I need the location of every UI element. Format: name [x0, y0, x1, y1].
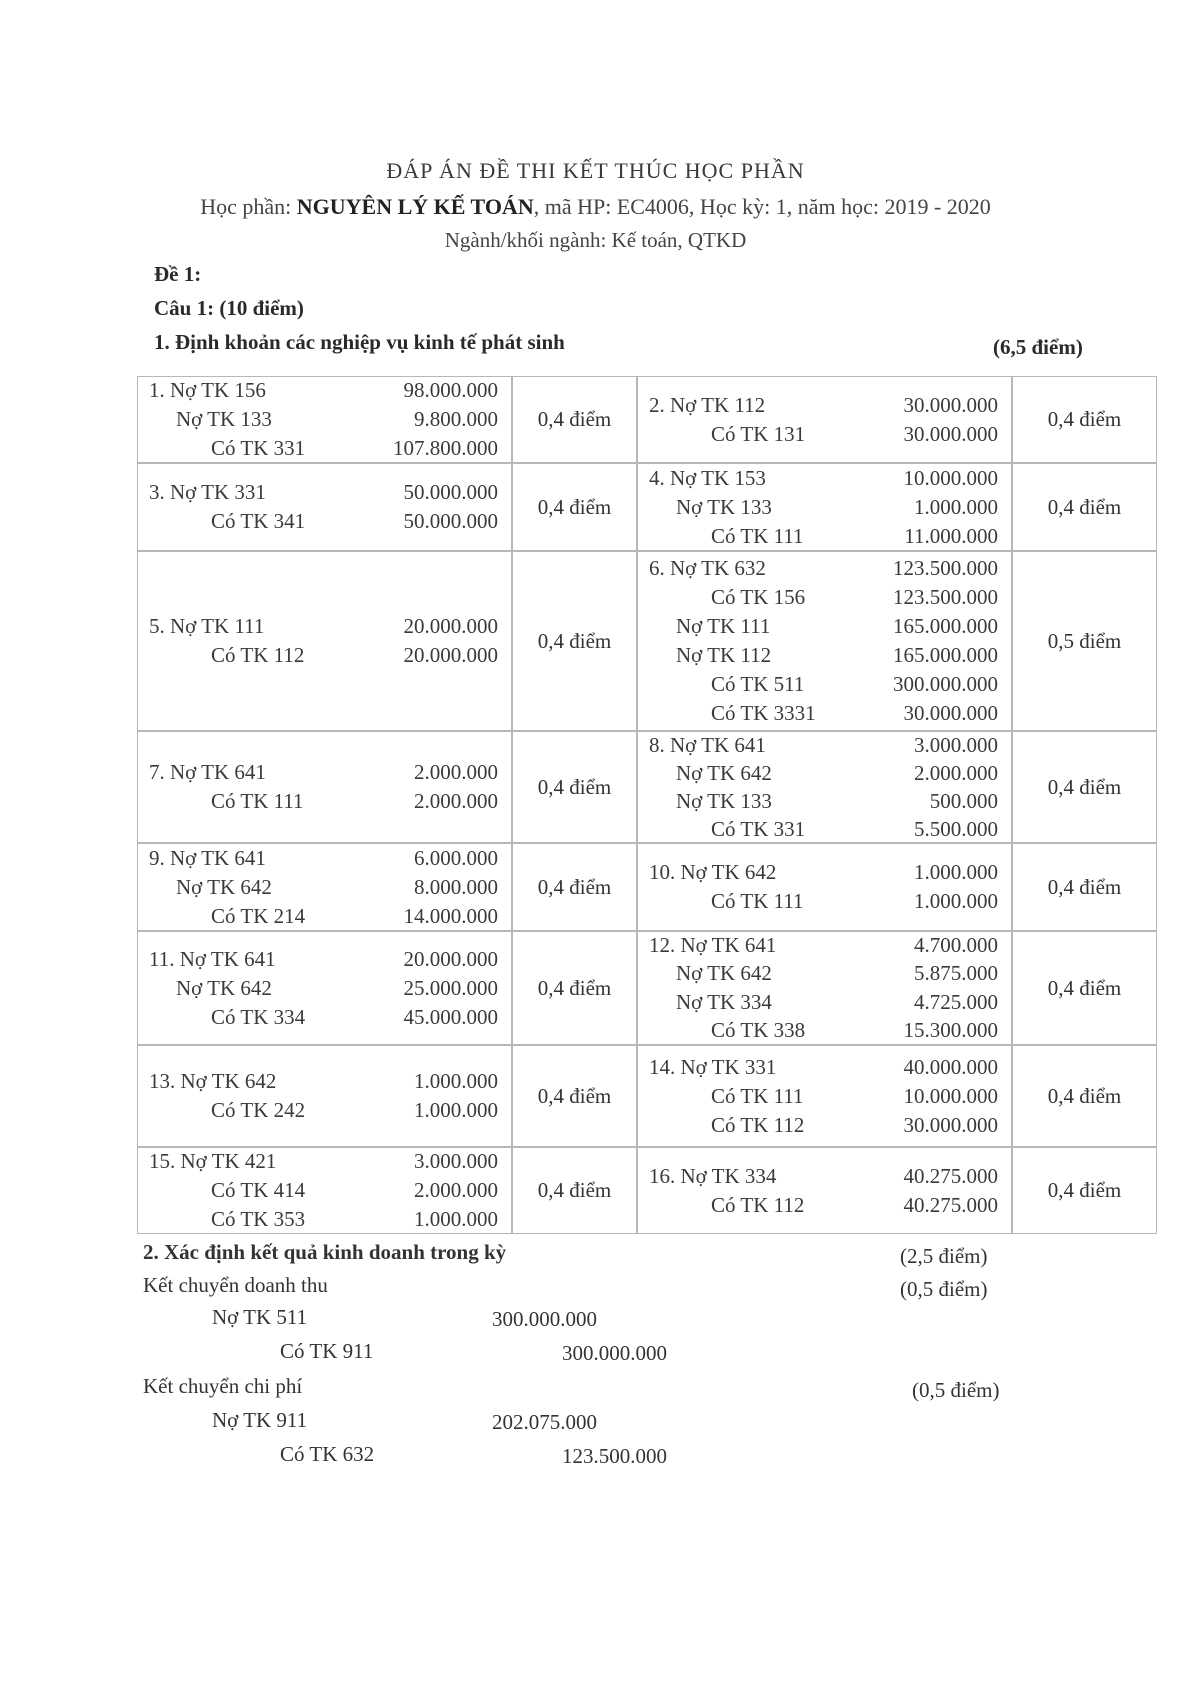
entry-score: 0,4 điểm — [1047, 407, 1122, 431]
entry-line — [641, 1191, 998, 1220]
entry-line — [641, 988, 998, 1017]
account-label: Có TK 242 — [211, 1098, 306, 1122]
entry-line — [141, 507, 498, 536]
amount-value: 20.000.000 — [403, 946, 498, 971]
entry-line — [641, 731, 998, 759]
amount-value: 10.000.000 — [903, 1083, 998, 1108]
account-label: 1. Nợ TK 156 — [149, 378, 266, 402]
document-title: ĐÁP ÁN ĐỀ THI KẾT THÚC HỌC PHẦN — [386, 158, 805, 183]
entry-line — [141, 641, 498, 670]
amount-value: 2.000.000 — [914, 760, 998, 785]
amount-value: 20.000.000 — [403, 643, 498, 667]
entry-line — [141, 434, 498, 463]
journal-entry-5 — [141, 551, 498, 731]
amount-value: 5.500.000 — [914, 816, 998, 841]
account-label: Có TK 112 — [711, 1112, 805, 1137]
cost-credit-account: Có TK 632 — [280, 1442, 375, 1466]
account-label: Có TK 3331 — [711, 701, 816, 725]
account-label: Nợ TK 133 — [676, 788, 772, 813]
entry-line — [641, 391, 998, 420]
amount-value: 2.000.000 — [414, 760, 498, 784]
major-line: Ngành/khối ngành: Kế toán, QTKD — [444, 228, 747, 252]
account-label: Có TK 131 — [711, 421, 806, 446]
entry-line — [141, 1003, 498, 1032]
entry-line — [641, 612, 998, 641]
account-label: Nợ TK 642 — [176, 874, 272, 899]
revenue-transfer-label: Kết chuyển doanh thu — [143, 1273, 328, 1297]
journal-entry-9 — [141, 843, 498, 931]
entry-score: 0,4 điểm — [1047, 774, 1122, 799]
account-label: Có TK 338 — [711, 1018, 806, 1043]
amount-value: 8.000.000 — [414, 874, 498, 899]
amount-value: 3.000.000 — [414, 1149, 498, 1173]
account-label: Nợ TK 642 — [676, 961, 772, 986]
course-prefix: Học phần: — [200, 194, 292, 219]
entry-line — [641, 931, 998, 960]
account-label: 7. Nợ TK 641 — [149, 760, 266, 784]
entry-line — [141, 1096, 498, 1125]
entry-line — [641, 493, 998, 522]
account-label: Nợ TK 334 — [676, 989, 772, 1014]
entry-score: 0,4 điểm — [537, 494, 612, 519]
revenue-credit-amount: 300.000.000 — [562, 1341, 667, 1365]
entry-score: 0,4 điểm — [537, 975, 612, 1000]
part2-points: (2,5 điểm) — [900, 1244, 988, 1268]
journal-entry-2 — [641, 376, 998, 463]
entry-score: 0,5 điểm — [1047, 628, 1122, 653]
account-label: Nợ TK 111 — [676, 614, 771, 638]
entry-line — [641, 554, 998, 583]
entry-line — [641, 1162, 998, 1191]
journal-entry-4 — [641, 463, 998, 551]
amount-value: 165.000.000 — [893, 614, 998, 638]
account-label: Có TK 111 — [211, 789, 304, 813]
revenue-debit-amount: 300.000.000 — [492, 1307, 597, 1331]
entry-score: 0,4 điểm — [1047, 1178, 1122, 1202]
entry-score: 0,4 điểm — [537, 628, 612, 653]
amount-value: 40.000.000 — [903, 1054, 998, 1079]
part2-title: 2. Xác định kết quả kinh doanh trong kỳ — [143, 1240, 507, 1264]
entry-line — [641, 887, 998, 916]
entry-line — [141, 612, 498, 641]
entry-score: 0,4 điểm — [1047, 1083, 1122, 1108]
account-label: 15. Nợ TK 421 — [149, 1149, 277, 1173]
account-label: 2. Nợ TK 112 — [649, 392, 766, 417]
entry-line — [641, 960, 998, 989]
account-label: 5. Nợ TK 111 — [149, 614, 265, 638]
account-label: Có TK 353 — [211, 1207, 306, 1231]
journal-entry-14 — [641, 1045, 998, 1147]
entry-line — [641, 699, 998, 728]
entry-line — [641, 464, 998, 493]
entry-line — [141, 478, 498, 507]
journal-entry-11 — [141, 931, 498, 1045]
account-label: Nợ TK 133 — [676, 494, 772, 519]
amount-value: 30.000.000 — [903, 701, 998, 725]
exam-number: Đề 1: — [154, 262, 202, 286]
account-label: 10. Nợ TK 642 — [649, 860, 777, 884]
entry-score: 0,4 điểm — [1047, 874, 1122, 899]
amount-value: 50.000.000 — [403, 509, 498, 533]
amount-value: 20.000.000 — [403, 614, 498, 638]
entry-line — [641, 1111, 998, 1140]
entry-line — [141, 758, 498, 787]
part1-title: 1. Định khoản các nghiệp vụ kinh tế phát sinh — [154, 330, 565, 354]
account-label: Có TK 331 — [711, 816, 806, 841]
amount-value: 15.300.000 — [903, 1018, 998, 1043]
amount-value: 14.000.000 — [403, 903, 498, 928]
account-label: Có TK 111 — [711, 889, 804, 913]
amount-value: 5.875.000 — [914, 961, 998, 986]
entry-score: 0,4 điểm — [1047, 494, 1122, 519]
account-label: Có TK 511 — [711, 672, 805, 696]
entry-line — [141, 873, 498, 902]
amount-value: 1.000.000 — [414, 1098, 498, 1122]
entry-line — [641, 759, 998, 787]
entry-line — [641, 815, 998, 843]
amount-value: 123.500.000 — [893, 556, 998, 580]
entry-line — [641, 670, 998, 699]
revenue-credit-account: Có TK 911 — [280, 1339, 374, 1363]
account-label: Có TK 331 — [211, 436, 306, 460]
amount-value: 45.000.000 — [403, 1004, 498, 1029]
journal-entry-3 — [141, 463, 498, 551]
account-label: 11. Nợ TK 641 — [149, 946, 276, 971]
account-label: 13. Nợ TK 642 — [149, 1069, 277, 1093]
journal-entries-table — [137, 376, 1157, 1234]
amount-value: 1.000.000 — [914, 889, 998, 913]
amount-value: 1.000.000 — [414, 1207, 498, 1231]
journal-entry-6 — [641, 551, 998, 731]
account-label: Nợ TK 642 — [176, 975, 272, 1000]
account-label: 16. Nợ TK 334 — [649, 1163, 777, 1188]
amount-value: 4.725.000 — [914, 989, 998, 1014]
account-label: Nợ TK 112 — [676, 643, 772, 667]
entry-line — [641, 787, 998, 815]
entry-line — [641, 1053, 998, 1082]
entry-score: 0,4 điểm — [537, 407, 612, 431]
amount-value: 30.000.000 — [903, 1112, 998, 1137]
course-line — [0, 194, 1191, 220]
entry-line — [641, 583, 998, 612]
journal-entry-12 — [641, 931, 998, 1045]
amount-value: 40.275.000 — [903, 1163, 998, 1188]
cost-debit-amount: 202.075.000 — [492, 1410, 597, 1434]
account-label: Có TK 112 — [711, 1192, 805, 1217]
amount-value: 1.000.000 — [414, 1069, 498, 1093]
entry-line — [141, 902, 498, 931]
entry-line — [141, 1176, 498, 1205]
journal-entry-16 — [641, 1147, 998, 1234]
account-label: Có TK 111 — [711, 1083, 804, 1108]
cost-debit-account: Nợ TK 911 — [212, 1408, 308, 1432]
journal-entry-13 — [141, 1045, 498, 1147]
entry-line — [141, 1147, 498, 1176]
account-label: 9. Nợ TK 641 — [149, 845, 266, 870]
entry-line — [141, 945, 498, 974]
amount-value: 9.800.000 — [414, 407, 498, 431]
account-label: Có TK 111 — [711, 523, 804, 548]
entry-line — [141, 974, 498, 1003]
question-label: Câu 1: (10 điểm) — [154, 296, 304, 320]
account-label: 3. Nợ TK 331 — [149, 480, 266, 504]
amount-value: 500.000 — [929, 788, 998, 813]
account-label: Nợ TK 133 — [176, 407, 272, 431]
entry-score: 0,4 điểm — [537, 1178, 612, 1202]
entry-line — [641, 1017, 998, 1046]
entry-line — [641, 1082, 998, 1111]
amount-value: 30.000.000 — [903, 392, 998, 417]
amount-value: 2.000.000 — [414, 789, 498, 813]
amount-value: 98.000.000 — [403, 378, 498, 402]
journal-entry-10 — [641, 843, 998, 931]
account-label: Nợ TK 642 — [676, 760, 772, 785]
revenue-debit-account: Nợ TK 511 — [212, 1305, 308, 1329]
journal-entry-7 — [141, 731, 498, 843]
journal-entry-1 — [141, 376, 498, 463]
entry-line — [641, 641, 998, 670]
amount-value: 4.700.000 — [914, 932, 998, 957]
entry-line — [141, 376, 498, 405]
amount-value: 3.000.000 — [914, 732, 998, 757]
entry-line — [141, 844, 498, 873]
entry-score: 0,4 điểm — [537, 774, 612, 799]
course-name: NGUYÊN LÝ KẾ TOÁN — [296, 194, 534, 219]
journal-entry-15 — [141, 1147, 498, 1234]
account-label: Có TK 414 — [211, 1178, 306, 1202]
amount-value: 40.275.000 — [903, 1192, 998, 1217]
entry-line — [641, 420, 998, 449]
account-label: Có TK 112 — [211, 643, 305, 667]
amount-value: 25.000.000 — [403, 975, 498, 1000]
entry-line — [141, 405, 498, 434]
amount-value: 30.000.000 — [903, 421, 998, 446]
cost-transfer-points: (0,5 điểm) — [912, 1378, 1000, 1402]
entry-line — [141, 1067, 498, 1096]
account-label: Có TK 341 — [211, 509, 306, 533]
account-label: Có TK 334 — [211, 1004, 306, 1029]
account-label: 12. Nợ TK 641 — [649, 932, 777, 957]
cost-credit-amount: 123.500.000 — [562, 1444, 667, 1468]
amount-value: 165.000.000 — [893, 643, 998, 667]
amount-value: 2.000.000 — [414, 1178, 498, 1202]
account-label: Có TK 156 — [711, 585, 806, 609]
course-suffix: , mã HP: EC4006, Học kỳ: 1, năm học: 2019 - 2020 — [533, 194, 991, 219]
account-label: 8. Nợ TK 641 — [649, 732, 766, 757]
revenue-transfer-points: (0,5 điểm) — [900, 1277, 988, 1301]
cost-transfer-label: Kết chuyển chi phí — [143, 1374, 303, 1398]
entry-line — [641, 858, 998, 887]
amount-value: 50.000.000 — [403, 480, 498, 504]
account-label: Có TK 214 — [211, 903, 306, 928]
entry-score: 0,4 điểm — [1047, 975, 1122, 1000]
part1-points: (6,5 điểm) — [993, 335, 1083, 359]
amount-value: 10.000.000 — [903, 465, 998, 490]
account-label: 6. Nợ TK 632 — [649, 556, 766, 580]
journal-entry-8 — [641, 731, 998, 843]
entry-line — [141, 787, 498, 816]
amount-value: 1.000.000 — [914, 860, 998, 884]
amount-value: 123.500.000 — [893, 585, 998, 609]
amount-value: 1.000.000 — [914, 494, 998, 519]
amount-value: 300.000.000 — [893, 672, 998, 696]
account-label: 14. Nợ TK 331 — [649, 1054, 777, 1079]
amount-value: 6.000.000 — [414, 845, 498, 870]
entry-line — [141, 1205, 498, 1234]
entry-score: 0,4 điểm — [537, 1083, 612, 1108]
account-label: 4. Nợ TK 153 — [649, 465, 766, 490]
amount-value: 11.000.000 — [904, 523, 998, 548]
entry-score: 0,4 điểm — [537, 874, 612, 899]
amount-value: 107.800.000 — [393, 436, 498, 460]
entry-line — [641, 522, 998, 551]
